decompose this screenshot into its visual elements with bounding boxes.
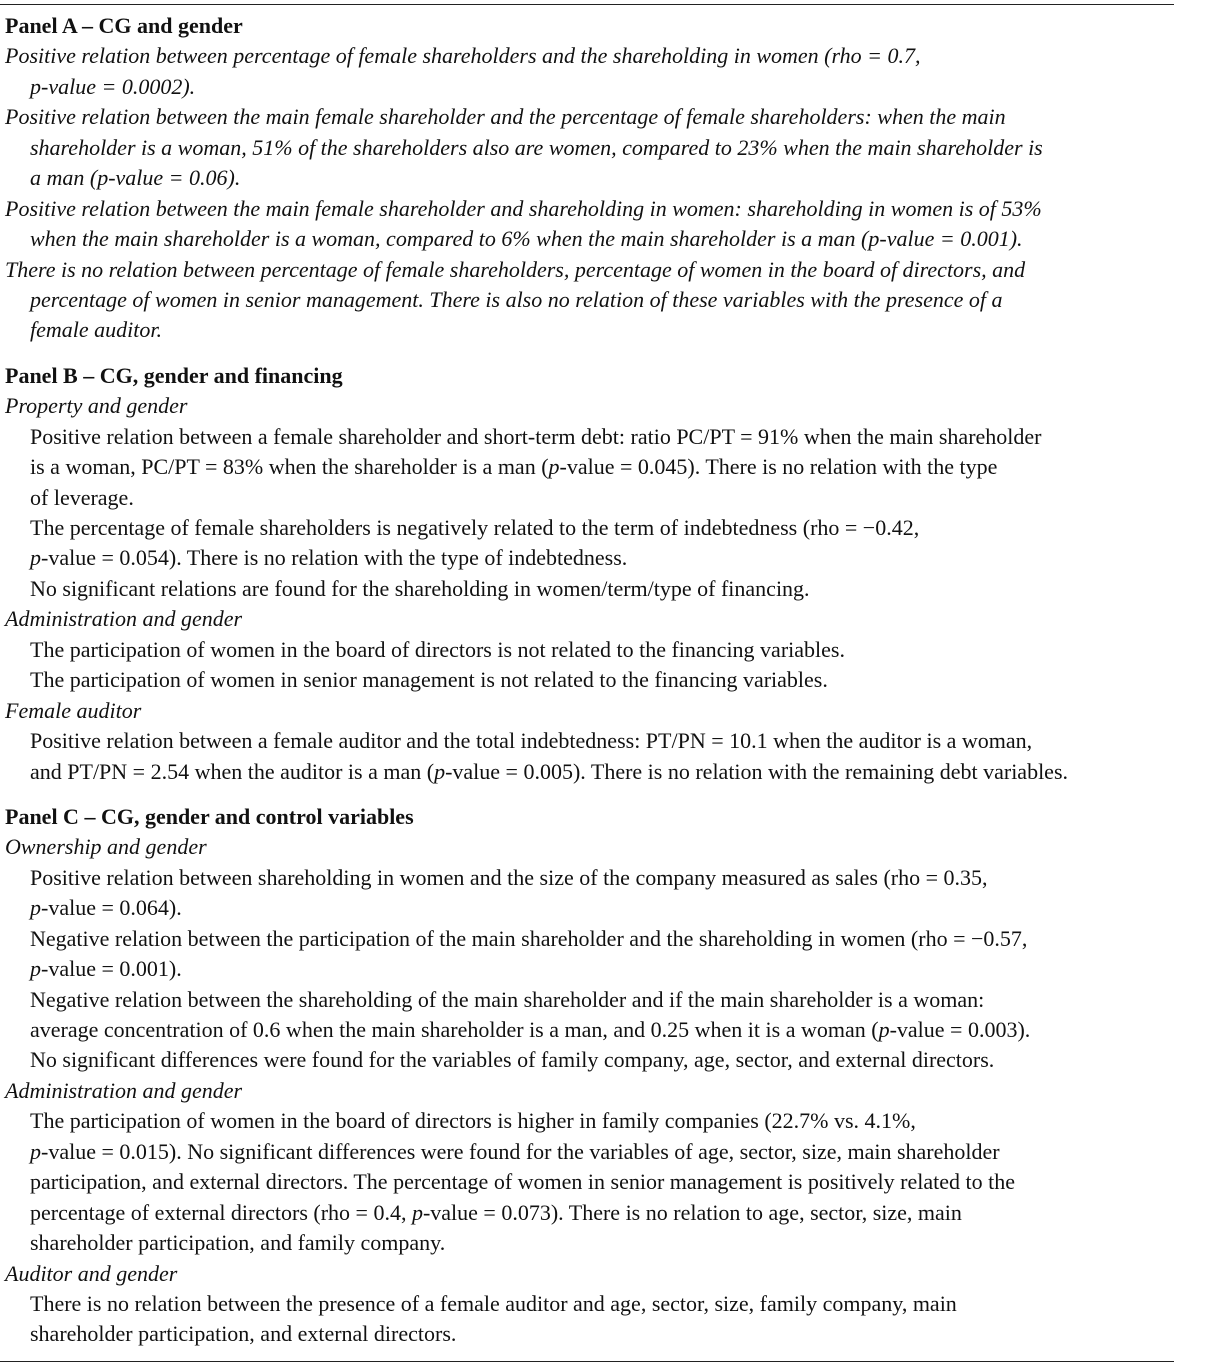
finding-paragraph	[5, 985, 1185, 1046]
text-line: Positive relation between a female shareholder and short-term debt: ratio PC/PT = 91% when the main shareholder	[30, 423, 1042, 449]
panel-title: Panel A – CG and gender	[5, 13, 243, 38]
text-line: percentage of external directors (rho = 0.4, p-value = 0.073). There is no relation to age, sector, size, main	[30, 1199, 962, 1225]
text-line: The percentage of female shareholders is negatively related to the term of indebtedness (rho = −0.42,	[30, 515, 920, 540]
text-line: There is no relation between percentage of female shareholders, percentage of women in the board of directors, and	[5, 256, 1026, 282]
panel-a	[5, 11, 1185, 346]
text-line: Positive relation between a female auditor and the total indebtedness: PT/PN = 10.1 when the auditor is a woman,	[30, 728, 1033, 754]
text-line: Negative relation between the participation of the main shareholder and the shareholding in women (rho = −0.57,	[30, 925, 1028, 951]
panel-c	[5, 802, 1185, 1350]
text-line: Positive relation between the main female shareholder and shareholding in women: shareholding in women is of 53%	[5, 195, 1042, 221]
finding-paragraph	[5, 1045, 1185, 1075]
text-line: p-value = 0.015). No significant differences were found for the variables of age, sector, size, main shareholder	[30, 1138, 1000, 1164]
finding-paragraph	[5, 1106, 1185, 1258]
text-line: and PT/PN = 2.54 when the auditor is a man (p-value = 0.005). There is no relation with the remaining debt variables.	[30, 758, 1069, 784]
text-line: when the main shareholder is a woman, compared to 6% when the main shareholder is a man (p-value = 0.001).	[30, 226, 1023, 252]
section-subheading	[5, 696, 1185, 726]
section-subheading	[5, 391, 1185, 421]
text-line: female auditor.	[30, 317, 162, 343]
text-line: Positive relation between percentage of female shareholders and the shareholding in women (rho = 0.7,	[5, 43, 921, 69]
finding-paragraph	[5, 863, 1185, 924]
text-line: p-value = 0.0002).	[30, 73, 196, 99]
section-subheading	[5, 1076, 1185, 1106]
text-line: p-value = 0.054). There is no relation with the type of indebtedness.	[30, 545, 628, 571]
text-line: shareholder participation, and external directors.	[30, 1321, 457, 1347]
finding-paragraph	[5, 102, 1185, 193]
finding-paragraph	[5, 513, 1185, 574]
text-line: Negative relation between the shareholding of the main shareholder and if the main shareholder is a woman:	[30, 986, 985, 1012]
panel-title: Panel B – CG, gender and financing	[5, 362, 343, 388]
finding-paragraph	[5, 255, 1185, 346]
finding-paragraph	[5, 924, 1185, 985]
panel-title: Panel C – CG, gender and control variables	[5, 803, 414, 829]
text-line: of leverage.	[30, 484, 134, 510]
section-subheading	[5, 1259, 1185, 1289]
text-line: Auditor and gender	[5, 1260, 178, 1286]
table-bottom-rule	[0, 1361, 1174, 1362]
text-line: shareholder participation, and family company.	[30, 1230, 446, 1256]
text-line: a man (p-value = 0.06).	[30, 165, 241, 191]
finding-paragraph	[5, 635, 1185, 665]
finding-paragraph	[5, 194, 1185, 255]
text-line: No significant differences were found for the variables of family company, age, sector, and external directors.	[30, 1047, 995, 1073]
section-subheading	[5, 832, 1185, 862]
text-line: The participation of women in senior management is not related to the financing variables.	[30, 667, 828, 693]
text-line: p-value = 0.001).	[30, 956, 182, 982]
text-line: Property and gender	[5, 393, 188, 419]
text-line: There is no relation between the presence of a female auditor and age, sector, size, family company, main	[30, 1290, 957, 1316]
finding-paragraph	[5, 422, 1185, 513]
text-line: The participation of women in the board of directors is not related to the financing variables.	[30, 636, 845, 662]
results-table	[5, 11, 1185, 1365]
section-subheading	[5, 604, 1185, 634]
text-line: Female auditor	[5, 697, 142, 723]
table-top-rule	[0, 4, 1174, 5]
text-line: average concentration of 0.6 when the main shareholder is a man, and 0.25 when it is a woman (p-value = 0.003).	[30, 1017, 1031, 1042]
text-line: Positive relation between shareholding in women and the size of the company measured as sales (rho = 0.35,	[30, 864, 988, 890]
finding-paragraph	[5, 41, 1185, 102]
text-line: participation, and external directors. The percentage of women in senior management is positively related to the	[30, 1169, 1015, 1195]
finding-paragraph	[5, 726, 1185, 787]
text-line: p-value = 0.064).	[30, 895, 182, 921]
text-line: shareholder is a woman, 51% of the shareholders also are women, compared to 23% when the main shareholder is	[30, 134, 1043, 160]
text-line: is a woman, PC/PT = 83% when the shareholder is a man (p-value = 0.045). There is no relation with the type	[30, 454, 998, 480]
panel-b	[5, 361, 1185, 787]
text-line: percentage of women in senior management. There is also no relation of these variables with the presence of a	[30, 286, 1003, 312]
text-line: Positive relation between the main female shareholder and the percentage of female shareholders: when the main	[5, 104, 1006, 130]
text-line: Administration and gender	[5, 1077, 243, 1103]
finding-paragraph	[5, 574, 1185, 604]
text-line: No significant relations are found for the shareholding in women/term/type of financing.	[30, 575, 810, 601]
finding-paragraph	[5, 665, 1185, 695]
text-line: Administration and gender	[5, 606, 243, 632]
finding-paragraph	[5, 1289, 1185, 1350]
text-line: The participation of women in the board of directors is higher in family companies (22.7% vs. 4.1%,	[30, 1108, 916, 1134]
text-line: Ownership and gender	[5, 834, 207, 860]
